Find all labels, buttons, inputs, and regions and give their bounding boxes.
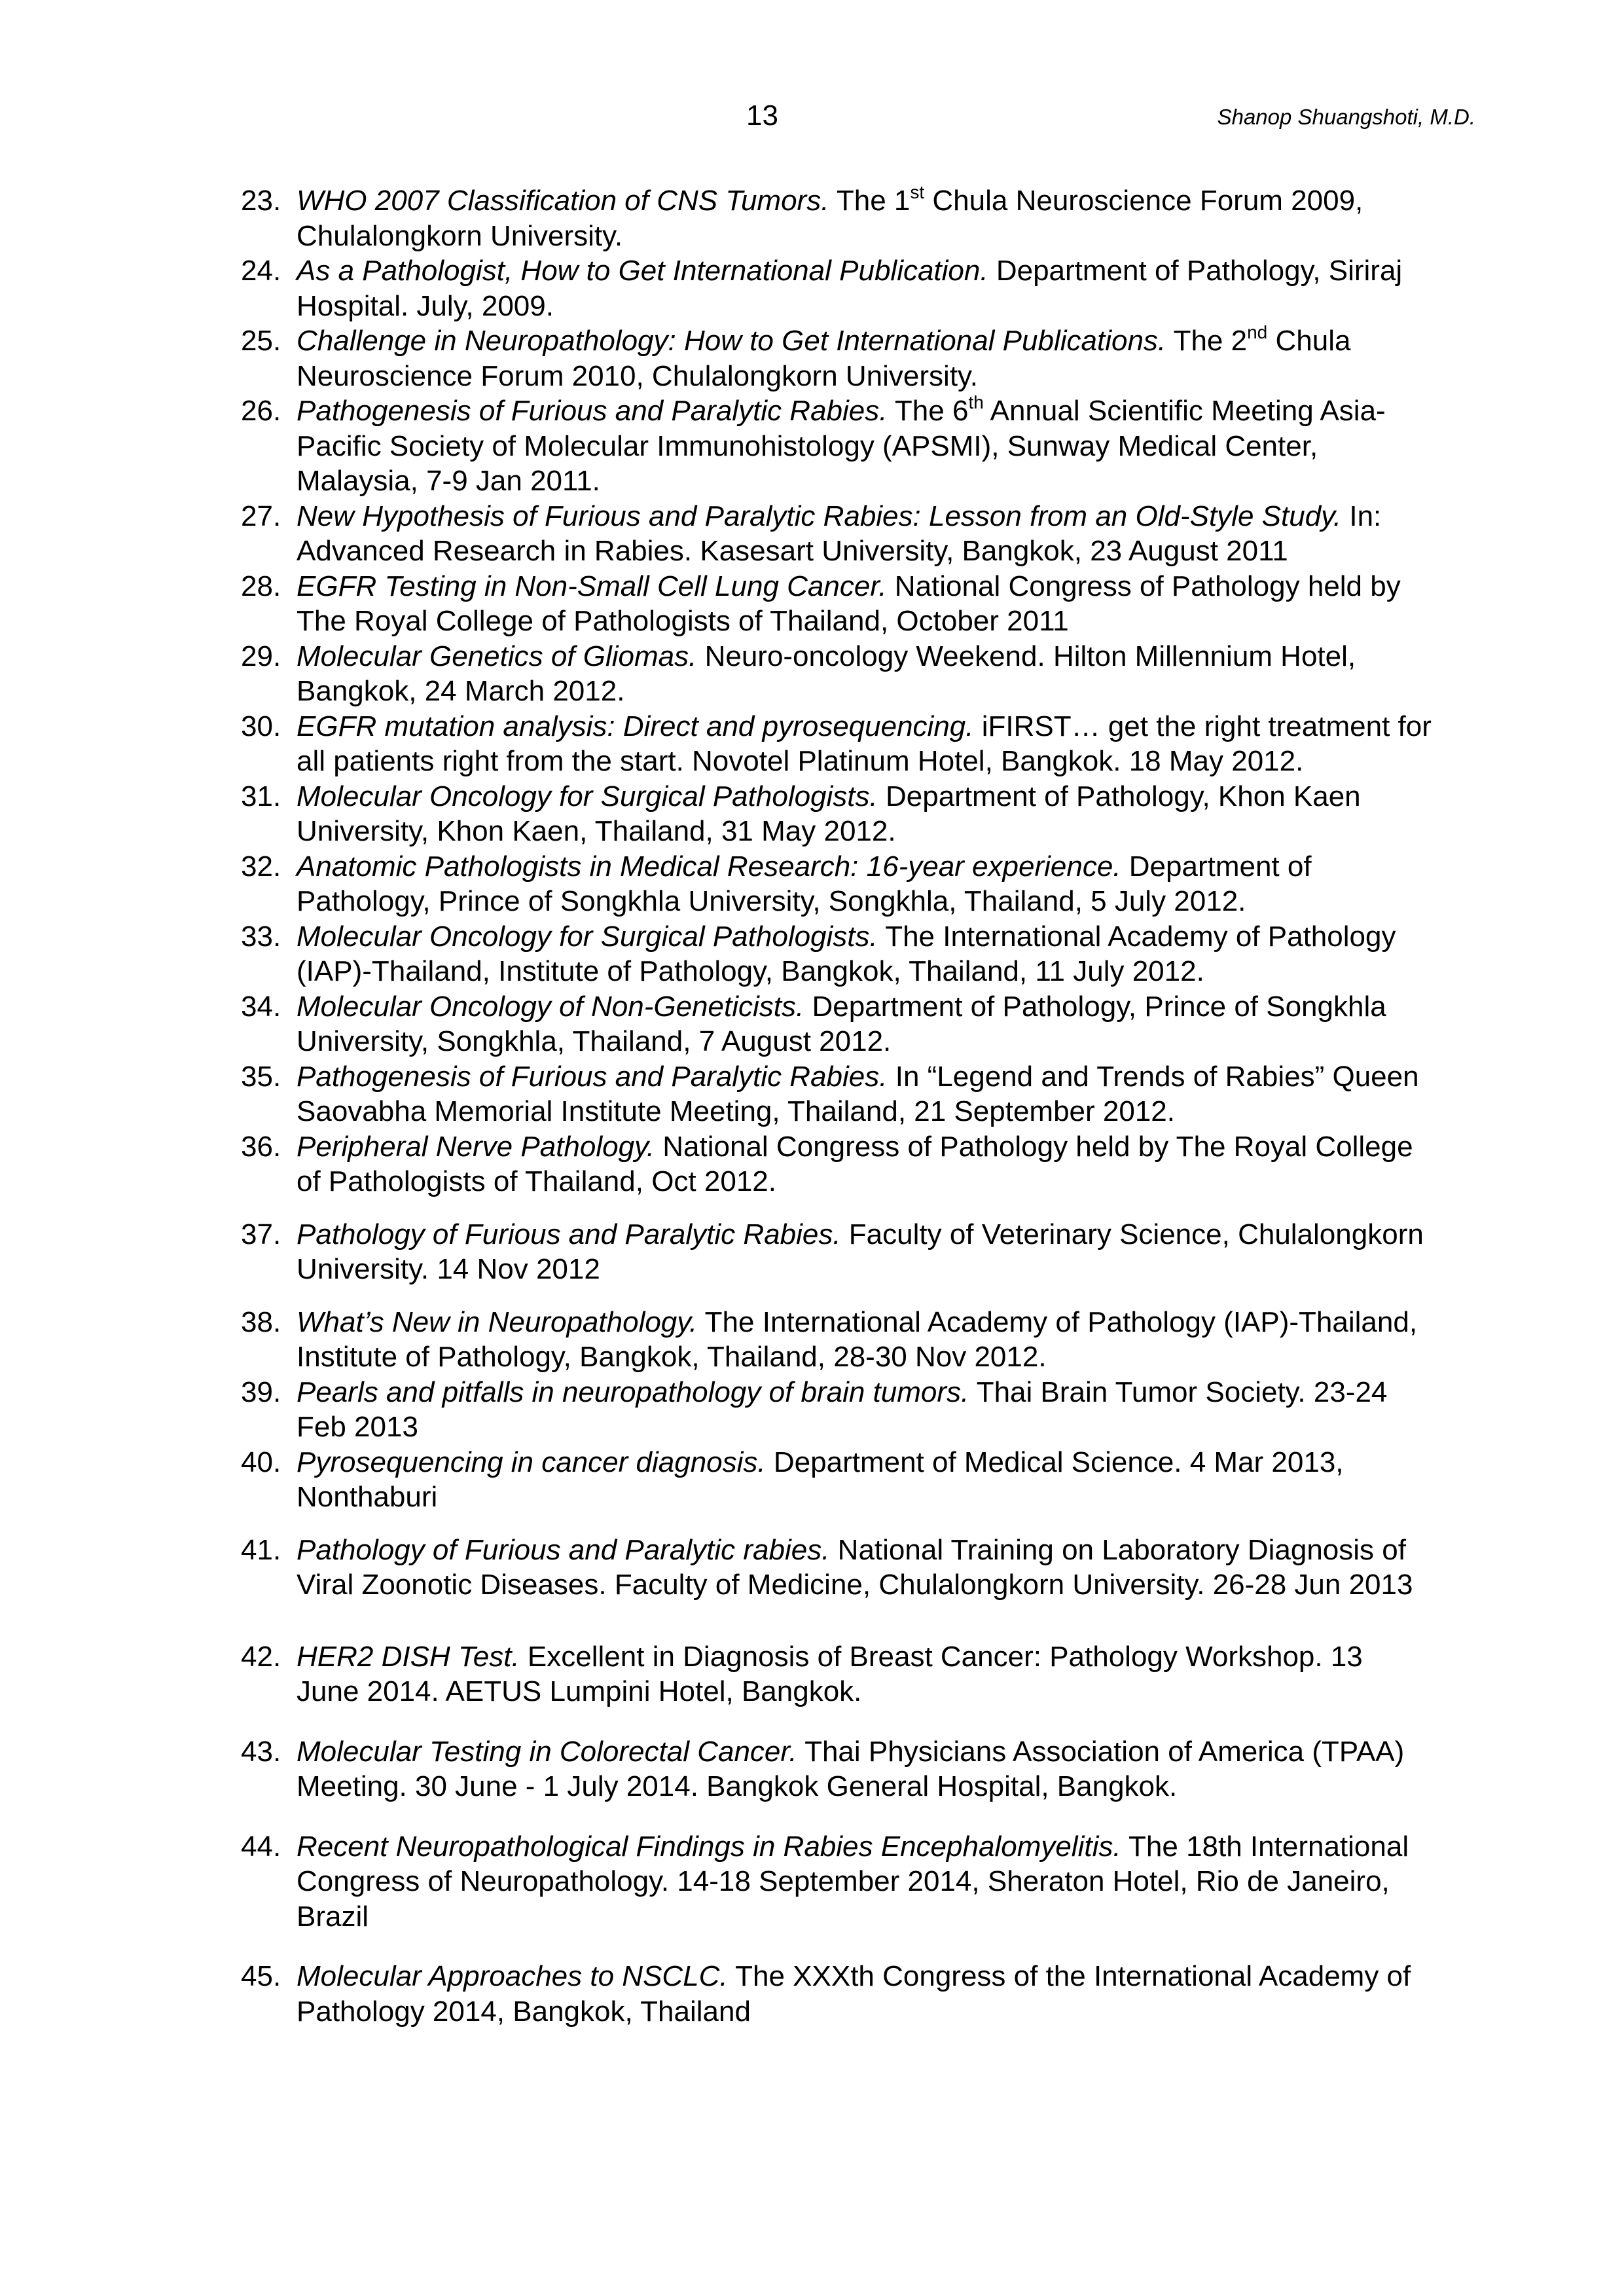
list-item: [241, 569, 1432, 639]
item-number: 23.: [241, 185, 281, 217]
list-item: [241, 1129, 1432, 1199]
list-item: [241, 1059, 1432, 1129]
item-number: 32.: [241, 850, 281, 883]
item-title: Anatomic Pathologists in Medical Research: 16-year experience.: [297, 850, 1121, 883]
item-text: Department of Pathology, Prince of Songkhla University, Songkhla, Thailand, 7 August 2012.: [297, 990, 1386, 1057]
item-text: Neuro-oncology Weekend. Hilton Millennium Hotel, Bangkok, 24 March 2012.: [297, 640, 1356, 707]
list-item: [241, 1445, 1432, 1515]
list-item: [241, 1305, 1432, 1375]
item-title: Pathogenesis of Furious and Paralytic Rabies.: [297, 1060, 888, 1093]
item-number: 38.: [241, 1305, 281, 1338]
list-item: [241, 1639, 1432, 1709]
item-text: Thai Brain Tumor Society. 23-24 Feb 2013: [297, 1376, 1388, 1443]
item-title: As a Pathologist, How to Get International Publication.: [297, 255, 988, 287]
list-item: [241, 709, 1432, 779]
item-title: EGFR Testing in Non-Small Cell Lung Cancer.: [297, 570, 887, 602]
item-number: 35.: [241, 1060, 281, 1093]
list-item: [241, 1734, 1432, 1804]
item-number: 45.: [241, 1960, 281, 1992]
item-text: In: Advanced Research in Rabies. Kasesart University, Bangkok, 23 August 2011: [297, 500, 1382, 567]
ordinal-suffix: th: [968, 392, 984, 413]
item-text: Department of Pathology, Prince of Songkhla University, Songkhla, Thailand, 5 July 2012.: [297, 850, 1312, 917]
item-text: The 1: [829, 185, 911, 217]
item-text: The 6: [887, 395, 969, 427]
item-text: Chula Neuroscience Forum 2010, Chulalongkorn University.: [297, 325, 1351, 392]
list-item: [241, 989, 1432, 1059]
list-item: [241, 639, 1432, 709]
item-text: The 2: [1166, 325, 1248, 357]
list-item: [241, 779, 1432, 849]
item-number: 33.: [241, 920, 281, 953]
item-number: 29.: [241, 640, 281, 672]
item-number: 44.: [241, 1830, 281, 1863]
list-item: [241, 393, 1432, 499]
item-title: HER2 DISH Test.: [297, 1640, 520, 1673]
item-title: What’s New in Neuropathology.: [297, 1305, 698, 1338]
item-number: 40.: [241, 1446, 281, 1478]
item-title: Recent Neuropathological Findings in Rabies Encephalomyelitis.: [297, 1830, 1121, 1863]
list-item: [241, 919, 1432, 989]
list-item: [241, 183, 1432, 253]
item-text: In “Legend and Trends of Rabies” Queen Saovabha Memorial Institute Meeting, Thailand, 21 September 2012.: [297, 1060, 1419, 1127]
item-title: Pathogenesis of Furious and Paralytic Rabies.: [297, 395, 888, 427]
ordinal-suffix: st: [910, 182, 925, 203]
item-number: 27.: [241, 500, 281, 532]
item-text: The International Academy of Pathology (IAP)-Thailand, Institute of Pathology, Bangkok, Thailand, 28-30 Nov 2012.: [297, 1305, 1418, 1373]
item-number: 34.: [241, 990, 281, 1023]
list-item: [241, 1533, 1432, 1603]
item-number: 36.: [241, 1130, 281, 1163]
item-text: Chula Neuroscience Forum 2009, Chulalongkorn University.: [297, 185, 1363, 252]
list-item: [241, 849, 1432, 919]
item-text: National Congress of Pathology held by The Royal College of Pathologists of Thailand, October 2011: [297, 570, 1401, 637]
item-text: Excellent in Diagnosis of Breast Cancer: Pathology Workshop. 13 June 2014. AETUS Lumpini Hotel, Bangkok.: [297, 1640, 1363, 1707]
list-item: [241, 1217, 1432, 1287]
item-text: Annual Scientific Meeting Asia-Pacific Society of Molecular Immunohistology (APSMI), Sunway Medical Center, Malaysia, 7-9 Jan 2011.: [297, 395, 1386, 497]
list-item: [241, 323, 1432, 393]
item-title: Molecular Approaches to NSCLC.: [297, 1960, 728, 1992]
item-text: Department of Pathology, Khon Kaen University, Khon Kaen, Thailand, 31 May 2012.: [297, 780, 1361, 847]
item-title: WHO 2007 Classification of CNS Tumors.: [297, 185, 829, 217]
item-number: 41.: [241, 1533, 281, 1566]
item-text: The XXXth Congress of the International Academy of Pathology 2014, Bangkok, Thailand: [297, 1960, 1411, 2028]
item-number: 26.: [241, 395, 281, 427]
item-title: Molecular Genetics of Gliomas.: [297, 640, 697, 672]
item-number: 39.: [241, 1376, 281, 1408]
item-title: Pathology of Furious and Paralytic Rabies.: [297, 1218, 841, 1250]
item-title: Pearls and pitfalls in neuropathology of brain tumors.: [297, 1376, 969, 1408]
presentation-list: [241, 183, 1432, 2029]
item-text: Department of Pathology, Siriraj Hospital. July, 2009.: [297, 255, 1403, 322]
item-number: 30.: [241, 710, 281, 742]
item-text: Department of Medical Science. 4 Mar 2013, Nonthaburi: [297, 1446, 1344, 1513]
list-item: [241, 253, 1432, 323]
item-text: National Congress of Pathology held by The Royal College of Pathologists of Thailand, Oct 2012.: [297, 1130, 1413, 1197]
page-number: 13: [746, 100, 778, 132]
item-number: 28.: [241, 570, 281, 602]
item-number: 42.: [241, 1640, 281, 1673]
item-text: iFIRST… get the right treatment for all patients right from the start. Novotel Platinum Hotel, Bangkok. 18 May 2012.: [297, 710, 1432, 777]
item-number: 25.: [241, 325, 281, 357]
item-text: Thai Physicians Association of America (TPAA) Meeting. 30 June - 1 July 2014. Bangkok General Hospital, Bangkok.: [297, 1735, 1405, 1802]
item-text: The International Academy of Pathology (IAP)-Thailand, Institute of Pathology, Bangkok, Thailand, 11 July 2012.: [297, 920, 1396, 987]
list-item: [241, 499, 1432, 569]
item-number: 24.: [241, 255, 281, 287]
item-title: Challenge in Neuropathology: How to Get International Publications.: [297, 325, 1166, 357]
running-head-author: Shanop Shuangshoti, M.D.: [1217, 105, 1475, 129]
list-item: [241, 1829, 1432, 1935]
item-title: Molecular Oncology of Non-Geneticists.: [297, 990, 804, 1023]
item-title: EGFR mutation analysis: Direct and pyrosequencing.: [297, 710, 974, 742]
item-title: Molecular Oncology for Surgical Pathologists.: [297, 780, 878, 812]
item-title: Peripheral Nerve Pathology.: [297, 1130, 655, 1163]
item-title: Molecular Testing in Colorectal Cancer.: [297, 1735, 797, 1768]
ordinal-suffix: nd: [1247, 322, 1268, 343]
item-text: National Training on Laboratory Diagnosis of Viral Zoonotic Diseases. Faculty of Medicine, Chulalongkorn University. 26-28 Jun 2013: [297, 1533, 1413, 1601]
item-title: New Hypothesis of Furious and Paralytic Rabies: Lesson from an Old-Style Study.: [297, 500, 1342, 532]
item-number: 31.: [241, 780, 281, 812]
list-item: [241, 1375, 1432, 1445]
item-title: Pathology of Furious and Paralytic rabies.: [297, 1533, 830, 1566]
item-text: Faculty of Veterinary Science, Chulalongkorn University. 14 Nov 2012: [297, 1218, 1424, 1285]
item-number: 43.: [241, 1735, 281, 1768]
item-title: Pyrosequencing in cancer diagnosis.: [297, 1446, 766, 1478]
item-number: 37.: [241, 1218, 281, 1250]
item-text: The 18th International Congress of Neuropathology. 14-18 September 2014, Sheraton Hotel, Rio de Janeiro, Brazil: [297, 1830, 1409, 1933]
item-title: Molecular Oncology for Surgical Pathologists.: [297, 920, 878, 953]
list-item: [241, 1959, 1432, 2029]
